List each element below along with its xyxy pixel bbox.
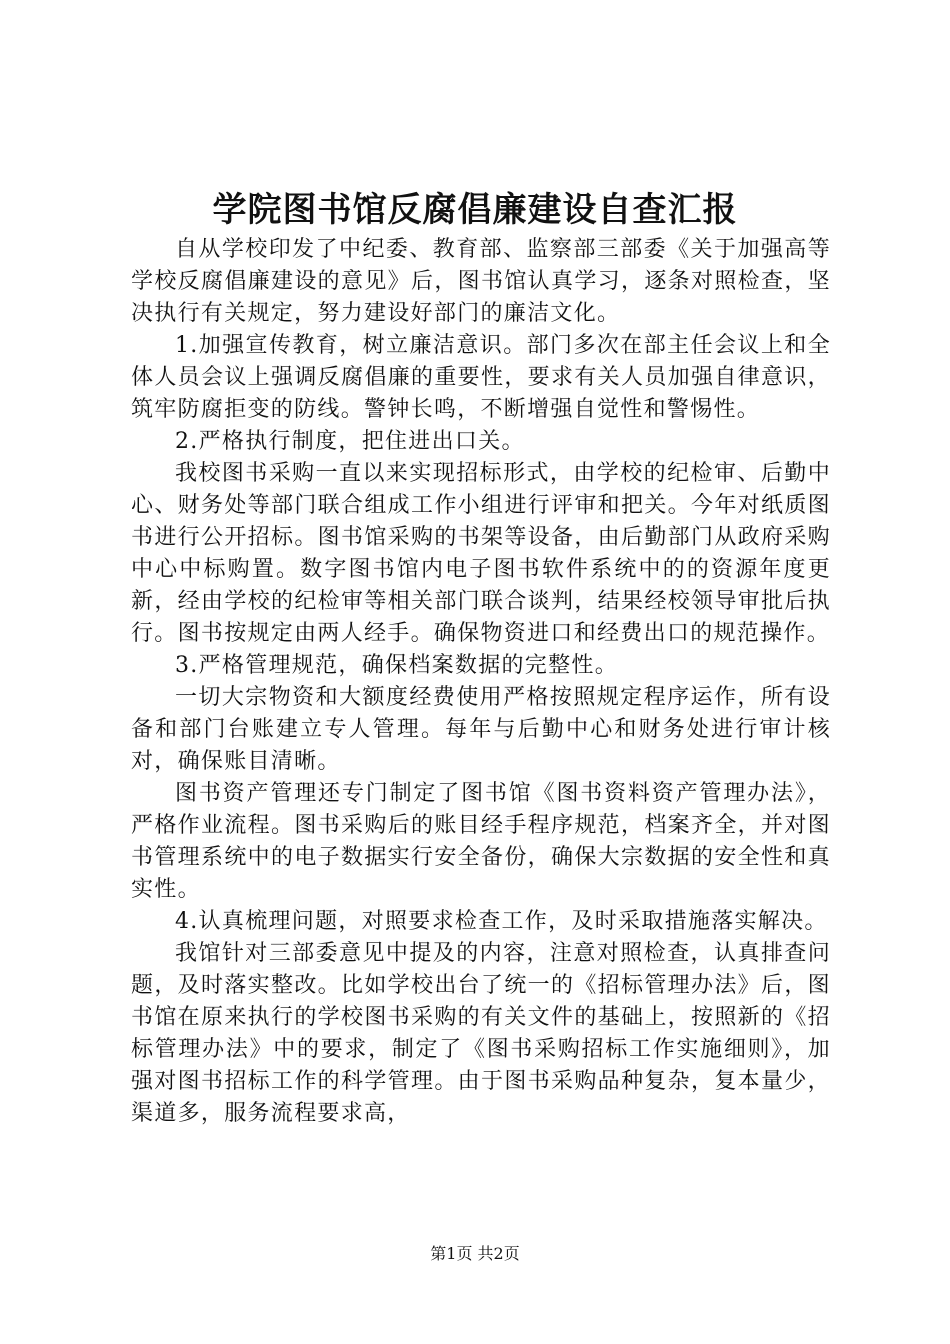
document-body [131, 234, 831, 1130]
page-footer: 第1页 共2页 [430, 1244, 520, 1263]
paragraph-item-2-heading: 2.严格执行制度，把住进出口关。 [175, 429, 525, 454]
paragraph-asset-management: 图书资产管理还专门制定了图书馆《图书资料资产管理办法》，严格作业流程。图书采购后的账目经手程序规范，档案齐全，并对图书管理系统中的电子数据实行安全备份，确保大宗数据的安全性和真实性。 [131, 781, 831, 902]
paragraph-procurement: 我校图书采购一直以来实现招标形式，由学校的纪检审、后勤中心、财务处等部门联合组成工作小组进行评审和把关。今年对纸质图书进行公开招标。图书馆采购的书架等设备，由后勤部门从政府采购中心中标购置。数字图书馆内电子图书软件系统中的的资源年度更新，经由学校的纪检审等相关部门联合谈判，结果经校领导审批后执行。图书按规定由两人经手。确保物资进口和经费出口的规范操作。 [131, 461, 831, 646]
paragraph-item-3-heading: 3.严格管理规范，确保档案数据的完整性。 [175, 653, 618, 678]
document-title: 学院图书馆反腐倡廉建设自查汇报 [212, 190, 738, 230]
paragraph-rectification: 我馆针对三部委意见中提及的内容，注意对照检查，认真排查问题，及时落实整改。比如学校出台了统一的《招标管理办法》后，图书馆在原来执行的学校图书采购的有关文件的基础上，按照新的《招标管理办法》中的要求，制定了《图书采购招标工作实施细则》，加强对图书招标工作的科学管理。由于图书采购品种复杂，复本量少，渠道多，服务流程要求高， [131, 941, 831, 1126]
paragraph-intro: 自从学校印发了中纪委、教育部、监察部三部委《关于加强高等学校反腐倡廉建设的意见》后，图书馆认真学习，逐条对照检查，坚决执行有关规定，努力建设好部门的廉洁文化。 [131, 237, 831, 326]
paragraph-assets-audit: 一切大宗物资和大额度经费使用严格按照规定程序运作，所有设备和部门台账建立专人管理。每年与后勤中心和财务处进行审计核对，确保账目清晰。 [131, 685, 831, 774]
paragraph-item-1: 1.加强宣传教育，树立廉洁意识。部门多次在部主任会议上和全体人员会议上强调反腐倡廉的重要性，要求有关人员加强自律意识，筑牢防腐拒变的防线。警钟长鸣，不断增强自觉性和警惕性。 [131, 333, 831, 422]
paragraph-item-4-heading: 4.认真梳理问题，对照要求检查工作，及时采取措施落实解决。 [175, 909, 828, 934]
